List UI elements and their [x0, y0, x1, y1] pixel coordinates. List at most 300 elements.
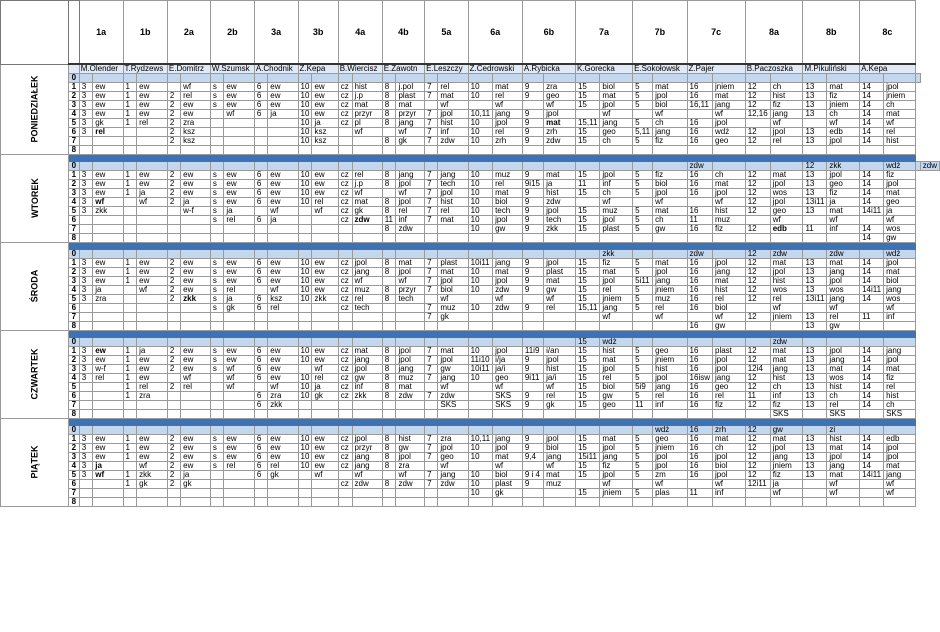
subject-cell: ew — [93, 268, 123, 277]
room-cell: 2 — [167, 356, 180, 365]
day-label — [1, 419, 69, 507]
subject-cell: geo — [713, 383, 746, 392]
room-cell — [210, 480, 224, 489]
hour-number: 5 — [69, 119, 80, 128]
subject-cell — [312, 426, 338, 435]
room-cell: 10 — [468, 286, 492, 295]
room-cell — [687, 480, 712, 489]
room-cell — [803, 216, 827, 225]
room-cell: 10 — [468, 198, 492, 207]
room-cell — [298, 426, 312, 435]
room-cell: 8 — [382, 207, 396, 216]
subject-cell: rel — [770, 137, 803, 146]
room-cell — [860, 322, 884, 331]
room-cell — [123, 234, 137, 243]
subject-cell: jpol — [770, 128, 803, 137]
subject-cell — [600, 162, 633, 171]
room-cell: 6 — [254, 180, 267, 189]
room-cell: 10 — [298, 101, 312, 110]
subject-cell — [137, 207, 168, 216]
subject-cell — [268, 250, 298, 259]
room-cell: 5 — [633, 374, 653, 383]
subject-cell: wf — [884, 119, 916, 128]
class-header: 7a — [575, 1, 632, 65]
subject-cell — [93, 74, 123, 83]
subject-cell: ksz — [181, 137, 211, 146]
subject-cell: wf — [352, 189, 382, 198]
subject-cell: rel — [600, 374, 633, 383]
subject-cell: jpol — [493, 347, 523, 356]
subject-cell: zra — [396, 462, 425, 471]
room-cell: 8 — [382, 92, 396, 101]
room-cell: 1 — [123, 171, 137, 180]
room-cell — [633, 234, 653, 243]
room-cell: 9 — [522, 119, 543, 128]
subject-cell: ew — [137, 444, 168, 453]
subject-cell: edb — [827, 128, 860, 137]
subject-cell — [93, 313, 123, 322]
teacher-name: E.Zawotn — [382, 64, 424, 74]
room-cell — [338, 498, 352, 507]
subject-cell: zrh — [713, 426, 746, 435]
room-cell — [803, 489, 827, 498]
room-cell — [254, 128, 267, 137]
room-cell — [522, 162, 543, 171]
subject-cell: wos — [770, 286, 803, 295]
subject-cell: zdw — [770, 338, 803, 347]
subject-cell: ew — [137, 268, 168, 277]
room-cell: cz — [338, 374, 352, 383]
room-cell: 12 — [745, 313, 770, 322]
subject-cell — [93, 338, 123, 347]
subject-cell: inf — [653, 401, 687, 410]
room-cell: 16 — [687, 171, 712, 180]
hour-number: 5 — [69, 295, 80, 304]
subject-cell: zra — [268, 392, 298, 401]
subject-cell: jniem — [770, 313, 803, 322]
room-cell: 6 — [254, 101, 267, 110]
subject-cell: muz — [396, 374, 425, 383]
subject-cell: ew — [93, 171, 123, 180]
subject-cell: ch — [713, 444, 746, 453]
room-cell: 5,11 — [633, 128, 653, 137]
subject-cell: ew — [312, 462, 338, 471]
subject-cell: jpol — [653, 462, 687, 471]
subject-cell: jpol — [600, 365, 633, 374]
room-cell: cz — [338, 453, 352, 462]
room-cell: 16 — [687, 268, 712, 277]
subject-cell — [352, 162, 382, 171]
subject-cell: muz — [438, 304, 468, 313]
room-cell: 5 — [633, 453, 653, 462]
subject-cell: gw — [352, 374, 382, 383]
room-cell — [382, 338, 396, 347]
subject-cell: ew — [137, 277, 168, 286]
subject-cell: wf — [713, 480, 746, 489]
lesson-row — [1, 453, 940, 462]
room-cell: 3 — [79, 198, 92, 207]
room-cell — [167, 225, 180, 234]
subject-cell: hist — [544, 189, 576, 198]
room-cell: 8 — [382, 374, 396, 383]
subject-cell: ja — [181, 198, 211, 207]
subject-cell: zdw — [493, 304, 523, 313]
room-cell: 11 — [633, 401, 653, 410]
room-cell: 13 — [803, 110, 827, 119]
teacher-name: W.Szumsk — [210, 64, 254, 74]
room-cell: zdw — [687, 162, 712, 171]
room-cell: cz — [338, 304, 352, 313]
separator-hour — [69, 155, 80, 162]
subject-cell: hist — [827, 383, 860, 392]
room-cell: 2 — [167, 365, 180, 374]
room-cell — [79, 137, 92, 146]
room-cell — [254, 322, 267, 331]
room-cell — [468, 426, 492, 435]
room-cell — [210, 250, 224, 259]
subject-cell: jpol — [493, 277, 523, 286]
subject-cell: ew — [268, 189, 298, 198]
room-cell: 12 — [745, 277, 770, 286]
room-cell: s — [210, 259, 224, 268]
room-cell — [338, 313, 352, 322]
lesson-row — [1, 410, 940, 419]
room-cell: 13 — [803, 277, 827, 286]
room-cell — [167, 489, 180, 498]
room-cell: 13 — [803, 347, 827, 356]
room-cell: 14 — [860, 119, 884, 128]
room-cell — [254, 250, 267, 259]
room-cell: 12 — [745, 268, 770, 277]
room-cell: 14 — [860, 374, 884, 383]
subject-cell — [544, 146, 576, 155]
subject-cell: przyr — [396, 110, 425, 119]
room-cell: 10 — [298, 180, 312, 189]
subject-cell: ew — [93, 83, 123, 92]
subject-cell: ew — [268, 198, 298, 207]
subject-cell — [827, 234, 860, 243]
subject-cell — [224, 338, 254, 347]
room-cell — [803, 338, 827, 347]
subject-cell: ew — [312, 444, 338, 453]
room-cell: 8 — [382, 356, 396, 365]
subject-cell: jpol — [713, 471, 746, 480]
room-cell — [123, 295, 137, 304]
subject-cell: wf — [770, 489, 803, 498]
teacher-name: K.Gorecka — [575, 64, 632, 74]
subject-cell: muz — [493, 171, 523, 180]
subject-cell: jpol — [396, 453, 425, 462]
subject-cell: geo — [544, 92, 576, 101]
subject-cell: jang — [653, 128, 687, 137]
subject-cell — [884, 498, 916, 507]
hour-number: 2 — [69, 180, 80, 189]
room-cell — [123, 401, 137, 410]
room-cell: 8 — [382, 347, 396, 356]
teacher-name: Z.Pajer — [687, 64, 745, 74]
subject-cell: jpol — [770, 198, 803, 207]
hour-number: 3 — [69, 365, 80, 374]
room-cell: 14 — [860, 356, 884, 365]
room-cell: 16 — [687, 137, 712, 146]
subject-cell — [544, 313, 576, 322]
room-cell: 3 — [79, 189, 92, 198]
lesson-row — [1, 313, 940, 322]
subject-cell — [438, 162, 468, 171]
room-cell: 1 — [123, 268, 137, 277]
subject-cell: gk — [137, 480, 168, 489]
room-cell — [338, 250, 352, 259]
hour-number: 2 — [69, 268, 80, 277]
hour-number: 8 — [69, 234, 80, 243]
subject-cell: wdż — [600, 338, 633, 347]
room-cell: 9 — [522, 356, 543, 365]
subject-cell: ew — [312, 268, 338, 277]
subject-cell — [544, 234, 576, 243]
subject-cell — [312, 480, 338, 489]
subject-cell: jang — [396, 171, 425, 180]
lesson-row — [1, 426, 940, 435]
room-cell — [338, 489, 352, 498]
subject-cell: ew — [181, 259, 211, 268]
subject-cell: rel — [827, 313, 860, 322]
subject-cell: wdż — [884, 250, 916, 259]
subject-cell: jang — [438, 471, 468, 480]
room-cell: 7 — [425, 198, 438, 207]
room-cell — [167, 322, 180, 331]
subject-cell — [352, 234, 382, 243]
subject-cell: zdw — [438, 480, 468, 489]
subject-cell: jang — [493, 435, 523, 444]
subject-cell — [137, 146, 168, 155]
subject-cell: ew — [224, 101, 254, 110]
subject-cell — [396, 401, 425, 410]
room-cell: 16 — [687, 356, 712, 365]
subject-cell: hist — [713, 207, 746, 216]
subject-cell: ja — [181, 471, 211, 480]
separator-hour — [69, 419, 80, 426]
subject-cell: wf — [438, 101, 468, 110]
room-cell — [382, 471, 396, 480]
hour-number: 7 — [69, 489, 80, 498]
subject-cell: wf — [493, 462, 523, 471]
room-cell: 6 — [254, 259, 267, 268]
room-cell — [382, 189, 396, 198]
subject-cell — [137, 489, 168, 498]
subject-cell: wf — [268, 383, 298, 392]
hour-number: 7 — [69, 313, 80, 322]
subject-cell: rel — [268, 462, 298, 471]
subject-cell: inf — [827, 225, 860, 234]
subject-cell: jang — [600, 453, 633, 462]
subject-cell — [93, 498, 123, 507]
subject-cell — [181, 498, 211, 507]
room-cell: 9 — [522, 189, 543, 198]
room-cell — [338, 128, 352, 137]
room-cell — [575, 234, 599, 243]
room-cell: 2 — [167, 471, 180, 480]
subject-cell: ew — [224, 277, 254, 286]
room-cell: 13 — [803, 383, 827, 392]
room-cell: 12 — [745, 295, 770, 304]
room-cell — [254, 313, 267, 322]
lesson-row — [1, 234, 940, 243]
room-cell — [468, 234, 492, 243]
room-cell — [745, 489, 770, 498]
room-cell — [167, 83, 180, 92]
room-cell — [210, 313, 224, 322]
subject-cell: gk — [352, 207, 382, 216]
room-cell — [254, 383, 267, 392]
room-cell: 13 — [803, 435, 827, 444]
subject-cell — [493, 498, 523, 507]
room-cell — [860, 410, 884, 419]
room-cell — [254, 119, 267, 128]
room-cell: 5i11 — [633, 277, 653, 286]
hour-number: 1 — [69, 347, 80, 356]
room-cell: 13 — [803, 313, 827, 322]
subject-cell — [544, 498, 576, 507]
room-cell: cz — [338, 171, 352, 180]
subject-cell — [137, 137, 168, 146]
subject-cell: plast — [544, 268, 576, 277]
room-cell — [79, 216, 92, 225]
room-cell — [575, 198, 599, 207]
subject-cell: ew — [137, 365, 168, 374]
room-cell: 9 — [522, 401, 543, 410]
room-cell: 11 — [745, 392, 770, 401]
room-cell: 7 — [425, 313, 438, 322]
subject-cell: mat — [653, 207, 687, 216]
subject-cell: gw — [544, 286, 576, 295]
room-cell: 12 — [745, 462, 770, 471]
room-cell: 10 — [298, 444, 312, 453]
subject-cell — [396, 338, 425, 347]
room-cell — [687, 338, 712, 347]
subject-cell: jang — [600, 304, 633, 313]
room-cell — [382, 489, 396, 498]
room-cell: cz — [338, 83, 352, 92]
room-cell: 14 — [860, 268, 884, 277]
room-cell: s — [210, 286, 224, 295]
subject-cell: ch — [600, 189, 633, 198]
room-cell: 9 — [522, 92, 543, 101]
subject-cell — [137, 250, 168, 259]
subject-cell: ew — [93, 356, 123, 365]
subject-cell: ew — [181, 444, 211, 453]
subject-cell: zdw — [396, 225, 425, 234]
room-cell — [860, 250, 884, 259]
room-cell — [254, 162, 267, 171]
room-cell: 14 — [860, 189, 884, 198]
room-cell — [167, 250, 180, 259]
room-cell — [382, 322, 396, 331]
subject-cell: j.pol — [396, 83, 425, 92]
room-cell: 15 — [575, 471, 599, 480]
room-cell — [123, 286, 137, 295]
subject-cell: jang — [438, 171, 468, 180]
subject-cell: fiz — [600, 259, 633, 268]
room-cell: 5 — [633, 471, 653, 480]
subject-cell: wf — [653, 313, 687, 322]
subject-cell: wos — [827, 374, 860, 383]
room-cell: 15 — [575, 268, 599, 277]
subject-cell: zkk — [181, 295, 211, 304]
room-cell: 7 — [425, 180, 438, 189]
subject-cell — [827, 498, 860, 507]
subject-cell — [268, 489, 298, 498]
subject-cell: jpol — [396, 180, 425, 189]
subject-cell: mat — [827, 365, 860, 374]
room-cell: 3 — [79, 268, 92, 277]
room-cell: 7 — [425, 92, 438, 101]
subject-cell — [181, 313, 211, 322]
subject-cell: ew — [224, 198, 254, 207]
subject-cell — [224, 74, 254, 83]
subject-cell: mat — [713, 277, 746, 286]
room-cell — [123, 137, 137, 146]
room-cell — [338, 146, 352, 155]
subject-cell: ew — [312, 171, 338, 180]
room-cell: s — [210, 435, 224, 444]
subject-cell: jang — [713, 374, 746, 383]
room-cell: 2 — [167, 92, 180, 101]
subject-cell: wf — [312, 471, 338, 480]
room-cell — [123, 462, 137, 471]
room-cell: 5 — [633, 92, 653, 101]
subject-cell: jpol — [653, 92, 687, 101]
subject-cell: hist — [544, 365, 576, 374]
subject-cell: ja — [312, 119, 338, 128]
room-cell: 2 — [167, 189, 180, 198]
room-cell — [745, 162, 770, 171]
room-cell — [254, 286, 267, 295]
room-cell: 1 — [123, 259, 137, 268]
subject-cell: wf — [312, 365, 338, 374]
subject-cell: plas — [653, 489, 687, 498]
room-cell — [338, 338, 352, 347]
subject-cell: wf — [713, 313, 746, 322]
room-cell: 16 — [687, 119, 712, 128]
corner-hour-cell — [69, 1, 80, 65]
subject-cell: zdw — [493, 286, 523, 295]
subject-cell: jpol — [493, 216, 523, 225]
room-cell: 10 — [298, 137, 312, 146]
room-cell: 15 — [575, 171, 599, 180]
room-cell: 9 — [522, 198, 543, 207]
subject-cell: mat — [352, 198, 382, 207]
room-cell: 10 — [468, 92, 492, 101]
subject-cell: ew — [224, 189, 254, 198]
subject-cell: gw — [396, 444, 425, 453]
subject-cell — [93, 322, 123, 331]
room-cell: cz — [338, 435, 352, 444]
subject-cell — [544, 322, 576, 331]
subject-cell: wf — [770, 119, 803, 128]
room-cell — [382, 234, 396, 243]
room-cell — [382, 410, 396, 419]
subject-cell: wdż — [713, 128, 746, 137]
room-cell: 2 — [167, 295, 180, 304]
subject-cell: mat — [770, 435, 803, 444]
subject-cell: mat — [544, 471, 576, 480]
room-cell — [468, 462, 492, 471]
subject-cell: gk — [493, 489, 523, 498]
subject-cell: pl — [352, 119, 382, 128]
subject-cell: ew — [312, 110, 338, 119]
room-cell: 9 — [522, 171, 543, 180]
lesson-row — [1, 383, 940, 392]
